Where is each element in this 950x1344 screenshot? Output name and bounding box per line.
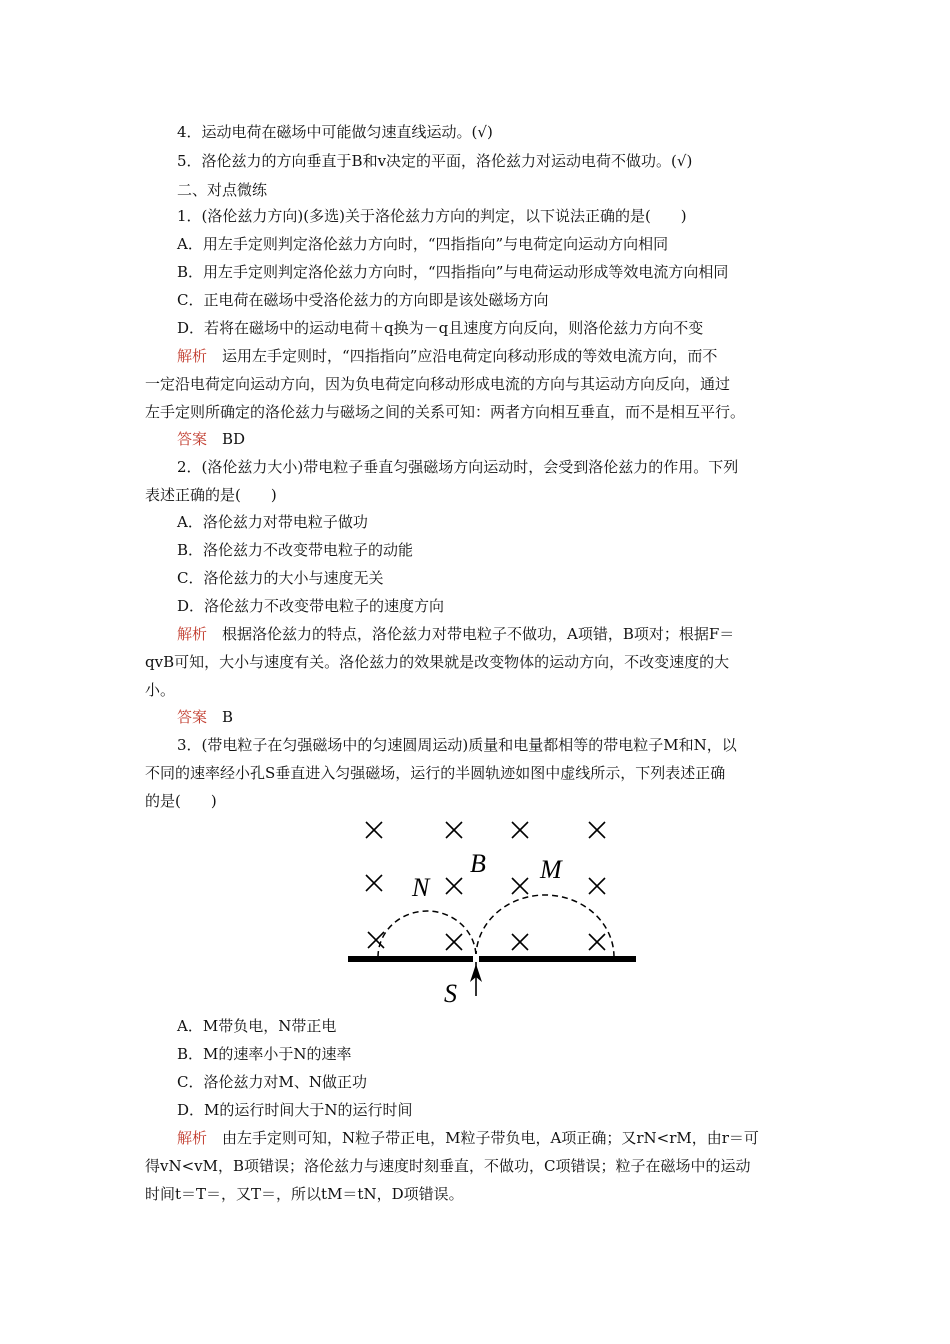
q2-answer: 答案 B (177, 708, 234, 726)
q1-analysis-label: 解析 (177, 347, 208, 365)
q2-analysis-label: 解析 (177, 625, 208, 643)
field-cross (589, 934, 605, 950)
q2-option-c: C．洛伦兹力的大小与速度无关 (177, 569, 384, 587)
q1-stem: 1．(洛伦兹力方向)(多选)关于洛伦兹力方向的判定，以下说法正确的是( ) (177, 207, 687, 225)
particle-label-n: N (412, 873, 430, 902)
q3-stem-line-3: 的是( ) (145, 792, 217, 810)
field-label-b: B (470, 849, 486, 878)
q1-option-a: A．用左手定则判定洛伦兹力方向时，“四指指向”与电荷定向运动方向相同 (177, 235, 669, 253)
magnetic-field-figure (340, 812, 640, 1012)
particle-label-m: M (540, 855, 562, 884)
field-crosses (366, 822, 605, 950)
q2-option-d: D．洛伦兹力不改变带电粒子的速度方向 (177, 597, 445, 615)
q3-option-c: C．洛伦兹力对M、N做正功 (177, 1073, 367, 1091)
q2-option-b: B．洛伦兹力不改变带电粒子的动能 (177, 541, 414, 559)
q2-stem-line-1: 2．(洛伦兹力大小)带电粒子垂直匀强磁场方向运动时，会受到洛伦兹力的作用。下列 (177, 458, 739, 476)
q3-analysis-line-3: 时间t＝T＝，又T＝，所以tM＝tN，D项错误。 (145, 1185, 464, 1203)
q2-answer-label: 答案 (177, 708, 208, 726)
section-title: 二、对点微练 (177, 181, 268, 199)
field-cross (589, 822, 605, 838)
q1-analysis-line-2: 一定沿电荷定向运动方向，因为负电荷定向移动形成电流的方向与其运动方向反向，通过 (145, 375, 731, 393)
hole-label-s: S (444, 979, 457, 1008)
field-cross (366, 875, 382, 891)
q1-answer-label: 答案 (177, 430, 208, 448)
q1-option-b: B．用左手定则判定洛伦兹力方向时，“四指指向”与电荷运动形成等效电流方向相同 (177, 263, 729, 281)
q1-option-d: D．若将在磁场中的运动电荷＋q换为－q且速度方向反向，则洛伦兹力方向不变 (177, 319, 704, 337)
field-cross (368, 932, 384, 948)
q1-answer: 答案 BD (177, 430, 246, 448)
trajectory-m (476, 895, 614, 957)
q1-analysis-line-3: 左手定则所确定的洛伦兹力与磁场之间的关系可知：两者方向相互垂直，而不是相互平行。 (145, 403, 746, 421)
q3-analysis-label: 解析 (177, 1129, 208, 1147)
q3-stem-line-1: 3．(带电粒子在匀强磁场中的匀速圆周运动)质量和电量都相等的带电粒子M和N，以 (177, 736, 737, 754)
q3-analysis-line-1: 解析 由左手定则可知，N粒子带正电，M粒子带负电，A项正确；又rN<rM，由r＝可 (177, 1129, 759, 1147)
field-cross (512, 822, 528, 838)
q2-option-a: A．洛伦兹力对带电粒子做功 (177, 513, 368, 531)
q2-analysis-line-2: qvB可知，大小与速度有关。洛伦兹力的效果就是改变物体的运动方向，不改变速度的大 (145, 653, 730, 671)
q3-option-d: D．M的运行时间大于N的运行时间 (177, 1101, 413, 1119)
field-cross (512, 878, 528, 894)
q2-stem-line-2: 表述正确的是( ) (145, 486, 277, 504)
q3-option-a: A．M带负电，N带正电 (177, 1017, 337, 1035)
field-cross (446, 822, 462, 838)
review-item-5: 5．洛伦兹力的方向垂直于B和v决定的平面，洛伦兹力对运动电荷不做功。(√) (177, 152, 693, 170)
field-cross (446, 878, 462, 894)
field-cross (366, 822, 382, 838)
q2-analysis-line-3: 小。 (145, 681, 176, 699)
q3-option-b: B．M的速率小于N的速率 (177, 1045, 352, 1063)
field-cross (446, 934, 462, 950)
q3-stem-line-2: 不同的速率经小孔S垂直进入匀强磁场，运行的半圆轨迹如图中虚线所示，下列表述正确 (145, 764, 726, 782)
q3-analysis-line-2: 得vN<vM，B项错误；洛伦兹力与速度时刻垂直，不做功，C项错误；粒子在磁场中的运动 (145, 1157, 751, 1175)
q2-analysis-line-1: 解析 根据洛伦兹力的特点，洛伦兹力对带电粒子不做功，A项错，B项对；根据F＝ (177, 625, 735, 643)
q1-option-c: C．正电荷在磁场中受洛伦兹力的方向即是该处磁场方向 (177, 291, 549, 309)
boundary-plate (348, 956, 636, 962)
review-item-4: 4．运动电荷在磁场中可能做匀速直线运动。(√) (177, 123, 493, 141)
q1-analysis-line-1: 解析 运用左手定则时，“四指指向”应沿电荷定向移动形成的等效电流方向，而不 (177, 347, 718, 365)
field-cross (589, 878, 605, 894)
field-cross (512, 934, 528, 950)
